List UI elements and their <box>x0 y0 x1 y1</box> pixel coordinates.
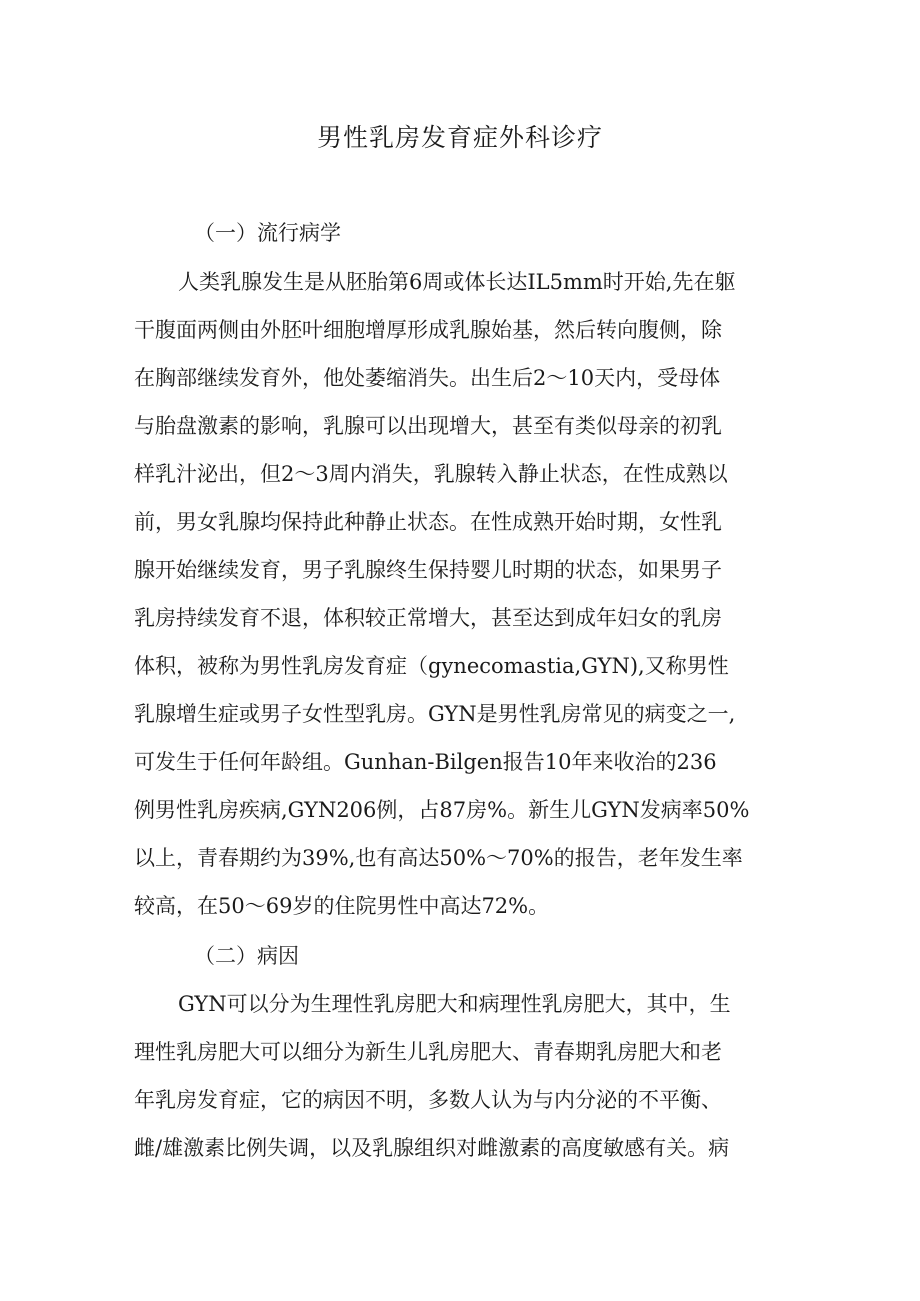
paragraph-line: 可发生于任何年龄组。Gunhan-Bilgen报告10年来收治的236 <box>134 750 717 774</box>
paragraph-line: 以上，青春期约为39%,也有高达50%～70%的报告，老年发生率 <box>134 846 743 870</box>
paragraph-line: 年乳房发育症，它的病因不明，多数人认为与内分泌的不平衡、 <box>134 1088 722 1112</box>
paragraph-line: 例男性乳房疾病,GYN206例，占87房%。新生儿GYN发病率50% <box>134 798 750 822</box>
section-heading-etiology: （二）病因 <box>194 944 299 968</box>
paragraph-line: 人类乳腺发生是从胚胎第6周或体长达IL5mm时开始,先在躯 <box>178 270 736 294</box>
paragraph-line: 理性乳房肥大可以细分为新生儿乳房肥大、青春期乳房肥大和老 <box>134 1040 722 1064</box>
paragraph-line: 乳腺增生症或男子女性型乳房。GYN是男性乳房常见的病变之一, <box>134 702 736 726</box>
paragraph-line: 在胸部继续发育外，他处萎缩消失。出生后2～10天内，受母体 <box>134 366 721 390</box>
paragraph-line: 干腹面两侧由外胚叶细胞增厚形成乳腺始基，然后转向腹侧，除 <box>134 318 722 342</box>
paragraph-line: 与胎盘激素的影响，乳腺可以出现增大，甚至有类似母亲的初乳 <box>134 414 722 438</box>
paragraph-line: 样乳汁泌出，但2～3周内消失，乳腺转入静止状态，在性成熟以 <box>134 462 728 486</box>
paragraph-line: 雌/雄激素比例失调，以及乳腺组织对雌激素的高度敏感有关。病 <box>134 1136 730 1160</box>
paragraph-line: GYN可以分为生理性乳房肥大和病理性乳房肥大，其中，生 <box>178 992 731 1016</box>
paragraph-line: 乳房持续发育不退，体积较正常增大，甚至达到成年妇女的乳房 <box>134 606 722 630</box>
paragraph-line: 体积，被称为男性乳房发育症（gynecomastia,GYN),又称男性 <box>134 654 729 678</box>
paragraph-line: 前，男女乳腺均保持此种静止状态。在性成熟开始时期，女性乳 <box>134 510 722 534</box>
paragraph-line: 腺开始继续发育，男子乳腺终生保持婴儿时期的状态，如果男子 <box>134 558 722 582</box>
document-title: 男性乳房发育症外科诊疗 <box>316 123 603 152</box>
paragraph-line: 较高，在50～69岁的住院男性中高达72%。 <box>134 894 550 918</box>
section-heading-epidemiology: （一）流行病学 <box>194 221 341 245</box>
